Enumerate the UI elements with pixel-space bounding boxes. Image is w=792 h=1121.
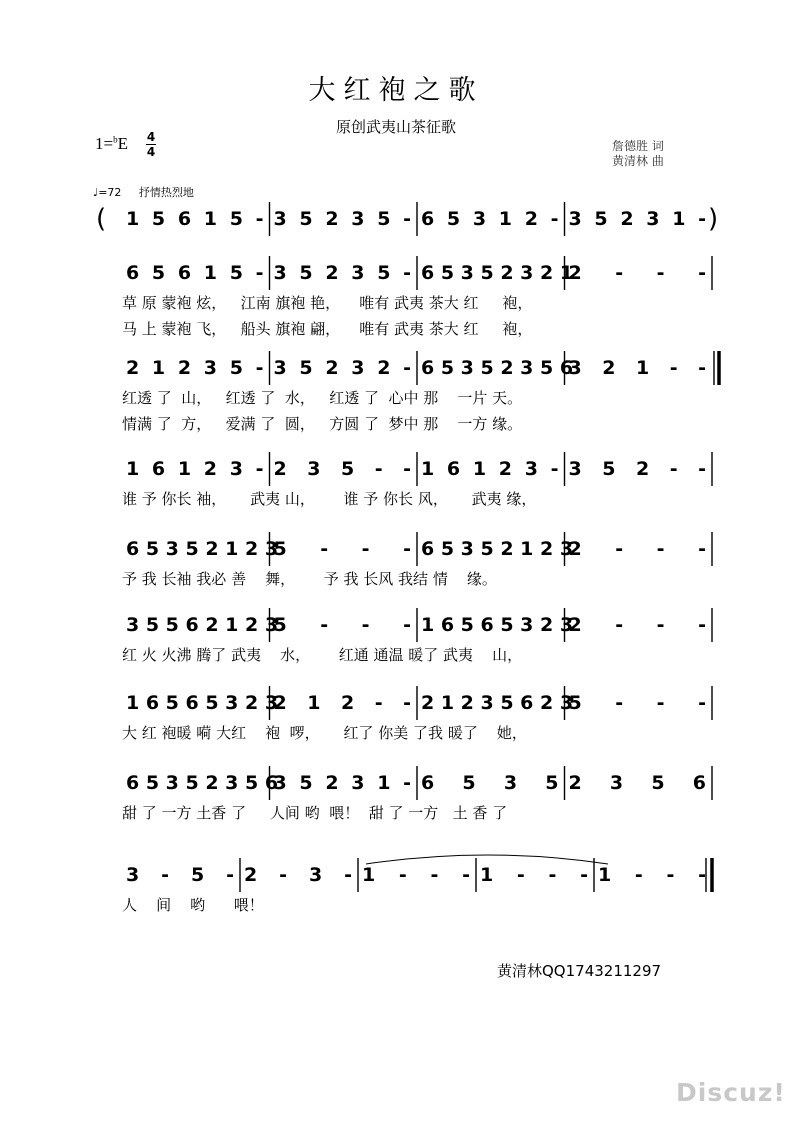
watermark-logo: Discuz! xyxy=(676,1078,786,1107)
measure-notes: 2 1 2 3 5 - xyxy=(126,357,264,379)
measure-notes: 6 5 3 5 2 3 5 6 xyxy=(421,357,574,379)
measure-notes: 3 2 1 - - xyxy=(568,357,706,379)
flat-sign: b xyxy=(113,134,118,145)
lyric-line: 马 上 蒙袍 飞， 船头 旗袍 翩， 唯有 武夷 茶大 红 袍， xyxy=(122,320,533,338)
measure-notes: 2 3 5 6 xyxy=(568,772,706,794)
measure-notes: 3 - 5 - xyxy=(126,864,234,886)
measure-notes: 6 5 3 5 2 3 5 6 xyxy=(126,772,279,794)
lyric-line: 人 间 哟 喂！ xyxy=(122,896,264,914)
measure-notes: 1 6 5 6 5 3 2 3 xyxy=(421,614,574,636)
lyric-line: 情满 了 方， 爱满 了 圆， 方圆 了 梦中 那 一方 缘。 xyxy=(122,415,523,433)
key-prefix: 1= xyxy=(95,134,114,153)
song-title: 大红袍之歌 xyxy=(308,75,484,106)
measure-notes: 3 5 2 3 1 - xyxy=(273,772,411,794)
lyric-line: 甜 了 一方 土香 了 人间 哟 喂！ 甜 了 一方 土 香 了 xyxy=(122,804,508,822)
measure-notes: 6 5 3 5 2 1 2 3 xyxy=(126,538,279,560)
time-sig-top: 4 xyxy=(146,130,156,144)
tempo-mark: ♩=72 xyxy=(93,186,122,199)
measure-notes: 1 - - - xyxy=(598,864,706,886)
measure-notes: 1 - - - xyxy=(480,864,588,886)
time-sig-bottom: 4 xyxy=(146,145,156,159)
composer-credit: 黄清林 曲 xyxy=(612,154,664,168)
measure-notes: 1 6 1 2 3 - xyxy=(126,458,264,480)
measure-notes: 2 1 2 - - xyxy=(273,692,411,714)
open-paren: ( xyxy=(96,204,107,234)
measure-notes: 6 5 3 5 2 3 2 1 xyxy=(421,262,574,284)
measure-notes: 6 5 3 1 2 - xyxy=(421,208,559,230)
close-paren: ) xyxy=(708,204,719,234)
measure-notes: 2 3 5 - - xyxy=(273,458,411,480)
measure-notes: 2 - - - xyxy=(568,262,706,284)
measure-notes: 3 5 2 3 5 - xyxy=(273,262,411,284)
measure-notes: 3 5 2 3 5 - xyxy=(273,208,411,230)
measure-notes: 6 5 3 5 xyxy=(421,772,559,794)
song-subtitle: 原创武夷山茶征歌 xyxy=(335,118,456,136)
measure-notes: 5 - - - xyxy=(273,538,411,560)
measure-notes: 2 - - - xyxy=(568,614,706,636)
lyric-line: 红 火 火沸 腾了 武夷 水， 红通 通温 暖了 武夷 山， xyxy=(122,646,523,664)
measure-notes: 3 5 2 - - xyxy=(568,458,706,480)
measure-notes: 6 5 6 1 5 - xyxy=(126,262,264,284)
contact-footer: 黄清林QQ1743211297 xyxy=(497,962,662,980)
key-note: E xyxy=(117,134,128,153)
tempo-expression: 抒情热烈地 xyxy=(138,186,194,199)
measure-notes: 5 - - - xyxy=(273,614,411,636)
measure-notes: 3 5 5 6 2 1 2 3 xyxy=(126,614,279,636)
lyric-line: 红透 了 山， 红透 了 水， 红透 了 心中 那 一片 天。 xyxy=(122,389,523,407)
measure-notes: 3 5 2 3 2 - xyxy=(273,357,411,379)
measure-notes: 2 - 3 - xyxy=(244,864,352,886)
measure-notes: 1 6 5 6 5 3 2 3 xyxy=(126,692,279,714)
measure-notes: 1 - - - xyxy=(362,864,470,886)
measure-notes: 1 6 1 2 3 - xyxy=(421,458,559,480)
measure-notes: 3 5 2 3 1 - xyxy=(568,208,706,230)
measure-notes: 5 - - - xyxy=(568,692,706,714)
measure-notes: 2 - - - xyxy=(568,538,706,560)
measure-notes: 1 5 6 1 5 - xyxy=(126,208,264,230)
lyricist-credit: 詹德胜 词 xyxy=(612,139,664,153)
lyric-line: 大 红 袍暖 嗬 大红 袍 啰， 红了 你美 了我 暖了 她， xyxy=(122,724,527,742)
lyric-line: 草 原 蒙袍 炫， 江南 旗袍 艳， 唯有 武夷 茶大 红 袍， xyxy=(122,294,533,312)
tie-arc xyxy=(366,855,608,864)
measure-notes: 6 5 3 5 2 1 2 3 xyxy=(421,538,574,560)
measure-notes: 2 1 2 3 5 6 2 3 xyxy=(421,692,574,714)
lyric-line: 予 我 长袖 我必 善 舞， 予 我 长风 我结 情 缘。 xyxy=(122,570,497,588)
lyric-line: 谁 予 你长 袖， 武夷 山， 谁 予 你长 风， 武夷 缘， xyxy=(122,490,537,508)
